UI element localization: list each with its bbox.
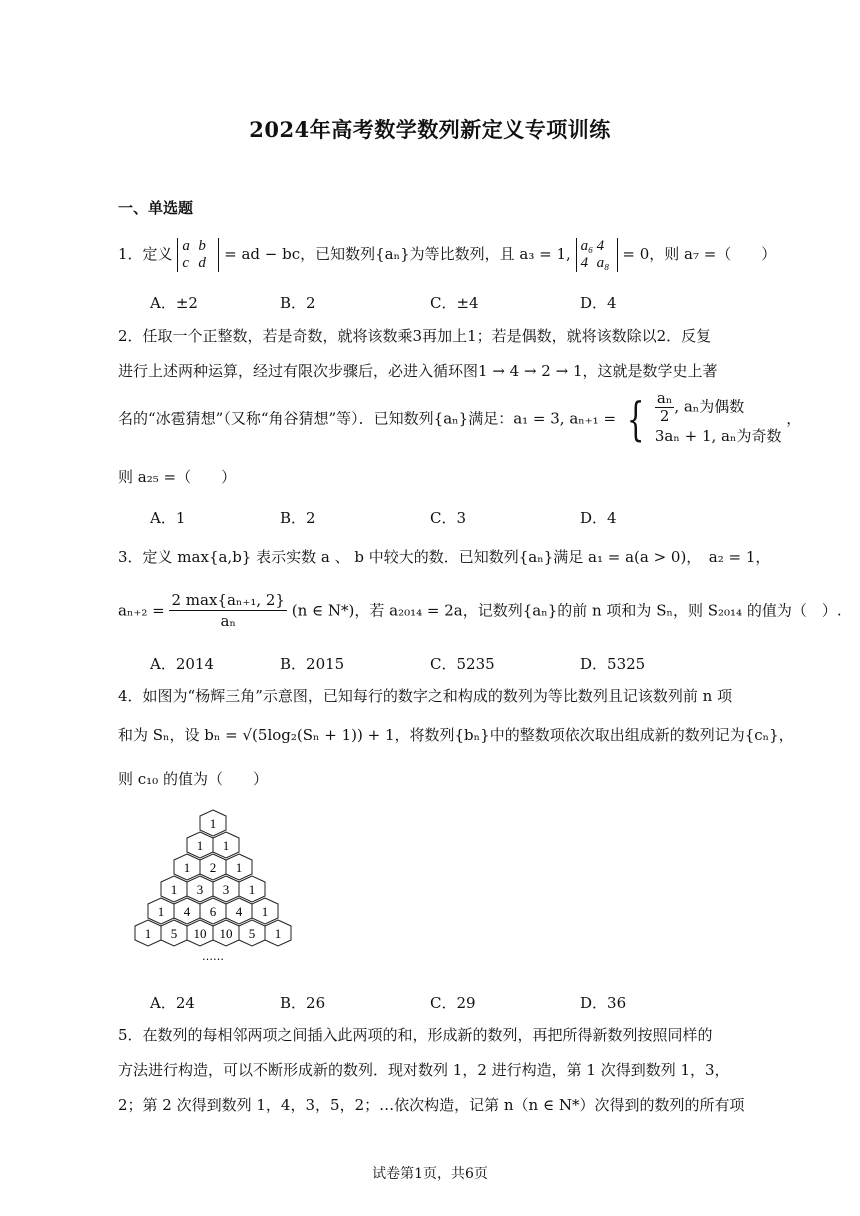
q2-frac-num: aₙ bbox=[656, 389, 673, 407]
hexagon-value: 3 bbox=[196, 882, 204, 897]
q3-option-c[interactable]: C．5235 bbox=[430, 655, 495, 673]
q1-matrix bbox=[576, 238, 618, 272]
q2-brace: { bbox=[626, 391, 645, 446]
hexagon-value: 5 bbox=[170, 926, 178, 941]
q2-option-a[interactable]: A．1 bbox=[150, 509, 186, 527]
q2-option-c[interactable]: C．3 bbox=[430, 509, 467, 527]
q5-line3: 2；第 2 次得到数列 1，4，3，5，2；…依次构造，记第 n（n ∈ N*）次得到的数列的所有项 bbox=[118, 1096, 745, 1114]
q2-line3 bbox=[118, 390, 801, 447]
q1-prefix: 1．定义 bbox=[118, 245, 173, 263]
q3-option-b[interactable]: B．2015 bbox=[280, 655, 345, 673]
q5-line1: 5．在数列的每相邻两项之间插入此两项的和，形成新的数列，再把所得新数列按照同样的 bbox=[118, 1026, 713, 1044]
hexagon-value: 4 bbox=[235, 904, 243, 919]
q1-option-a[interactable]: A．±2 bbox=[150, 294, 198, 312]
q4-line1: 4．如图为“杨辉三角”示意图，已知每行的数字之和构成的数列为等比数列且记该数列前 n 项 bbox=[118, 687, 733, 705]
q4-option-d[interactable]: D．36 bbox=[580, 994, 627, 1012]
q4-line2: 和为 Sₙ，设 bₙ = √(5log₂(Sₙ + 1)) + 1，将数列{bₙ}中的整数项依次取出组成新的数列记为{cₙ}， bbox=[118, 726, 794, 744]
q3-fraction bbox=[169, 590, 286, 631]
hexagon-value: 3 bbox=[222, 882, 230, 897]
q3-lhs: aₙ₊₂ = bbox=[118, 601, 165, 620]
det-c: c bbox=[182, 255, 189, 271]
hexagon-value: 6 bbox=[209, 904, 217, 919]
hexagon-value: 1 bbox=[144, 926, 152, 941]
hexagon-value: 1 bbox=[248, 882, 256, 897]
question-1 bbox=[118, 238, 776, 272]
m11: a₆ bbox=[580, 238, 594, 254]
q2-line2: 进行上述两种运算，经过有限次步骤后，必进入循环图1 → 4 → 2 → 1，这就是数学史上著 bbox=[118, 362, 718, 380]
hexagon-value: 1 bbox=[157, 904, 165, 919]
q1-eq: = ad − bc，已知数列 bbox=[224, 245, 376, 263]
hexagon-value: 10 bbox=[219, 926, 233, 941]
hexagon-value: 1 bbox=[274, 926, 282, 941]
q2-option-b[interactable]: B．2 bbox=[280, 509, 316, 527]
q1-option-c[interactable]: C．±4 bbox=[430, 294, 479, 312]
hexagon-value: 10 bbox=[193, 926, 207, 941]
q1-determinant bbox=[177, 238, 219, 272]
q3-option-d[interactable]: D．5325 bbox=[580, 655, 646, 673]
page-title: 2024年高考数学数列新定义专项训练 bbox=[249, 117, 611, 142]
q2-case2: 3aₙ + 1, aₙ为奇数 bbox=[654, 427, 782, 445]
hexagon-value: 1 bbox=[235, 860, 243, 875]
q2-line3b: ， bbox=[786, 409, 802, 428]
q3-line2b: (n ∈ N*)，若 a₂₀₁₄ = 2a，记数列{aₙ}的前 n 项和为 Sₙ，则 S₂₀₁₄ 的值为（ ）. bbox=[291, 601, 842, 620]
det-d: d bbox=[198, 255, 206, 271]
q1-end: = 0，则 a₇ =（ ） bbox=[622, 245, 777, 263]
q4-option-c[interactable]: C．29 bbox=[430, 994, 476, 1012]
q4-option-a[interactable]: A．24 bbox=[150, 994, 195, 1012]
det-b: b bbox=[198, 238, 206, 254]
q3-option-a[interactable]: A．2014 bbox=[150, 655, 215, 673]
hexagon-value: 1 bbox=[209, 816, 217, 831]
q2-cases bbox=[655, 390, 782, 447]
q4-line3: 则 c₁₀ 的值为（ ） bbox=[118, 770, 268, 788]
q3-line1: 3．定义 max{a,b} 表示实数 a 、 b 中较大的数．已知数列{aₙ}满足 a₁ = a(a > 0)， a₂ = 1， bbox=[118, 548, 771, 566]
section-heading: 一、单选题 bbox=[118, 199, 194, 217]
hexagon-value: 1 bbox=[170, 882, 178, 897]
m22: a₈ bbox=[596, 255, 610, 271]
m12: 4 bbox=[596, 238, 605, 254]
q3-frac-den: aₙ bbox=[220, 612, 236, 630]
q2-case1-frac bbox=[655, 390, 674, 425]
hexagon-value: 1 bbox=[183, 860, 191, 875]
q2-line3a: 名的“冰雹猜想”（又称“角谷猜想”等）．已知数列{aₙ}满足：a₁ = 3, aₙ₊₁ = bbox=[118, 409, 617, 428]
hexagon-value: 1 bbox=[196, 838, 204, 853]
q1-mid: 为等比数列，且 a₃ = 1, bbox=[409, 245, 571, 263]
q2-frac-den: 2 bbox=[659, 407, 670, 425]
q2-option-d[interactable]: D．4 bbox=[580, 509, 617, 527]
q5-line2: 方法进行构造，可以不断形成新的数列．现对数列 1，2 进行构造，第 1 次得到数列 1，3， bbox=[118, 1061, 730, 1079]
hexagon-value: 1 bbox=[261, 904, 269, 919]
det-a: a bbox=[182, 238, 190, 254]
yanghui-triangle-figure bbox=[128, 806, 298, 971]
q1-seq: {aₙ} bbox=[375, 245, 410, 263]
triangle-dots: …… bbox=[202, 950, 224, 963]
q1-option-d[interactable]: D．4 bbox=[580, 294, 617, 312]
q3-line2 bbox=[118, 590, 842, 631]
q2-line1: 2．任取一个正整数，若是奇数，就将该数乘3再加上1；若是偶数，就将该数除以2．反复 bbox=[118, 327, 712, 345]
q1-option-b[interactable]: B．2 bbox=[280, 294, 316, 312]
q3-frac-num: 2 max{aₙ₊₁, 2} bbox=[171, 591, 285, 609]
page-footer: 试卷第1页，共6页 bbox=[372, 1166, 488, 1182]
hexagon-value: 5 bbox=[248, 926, 256, 941]
m21: 4 bbox=[580, 255, 589, 271]
hexagon-value: 1 bbox=[222, 838, 230, 853]
hexagon-value: 4 bbox=[183, 904, 191, 919]
q2-case1-tail: , aₙ为偶数 bbox=[674, 397, 745, 416]
q4-option-b[interactable]: B．26 bbox=[280, 994, 326, 1012]
hexagon-value: 2 bbox=[209, 860, 217, 875]
q2-line4: 则 a₂₅ =（ ） bbox=[118, 468, 237, 486]
